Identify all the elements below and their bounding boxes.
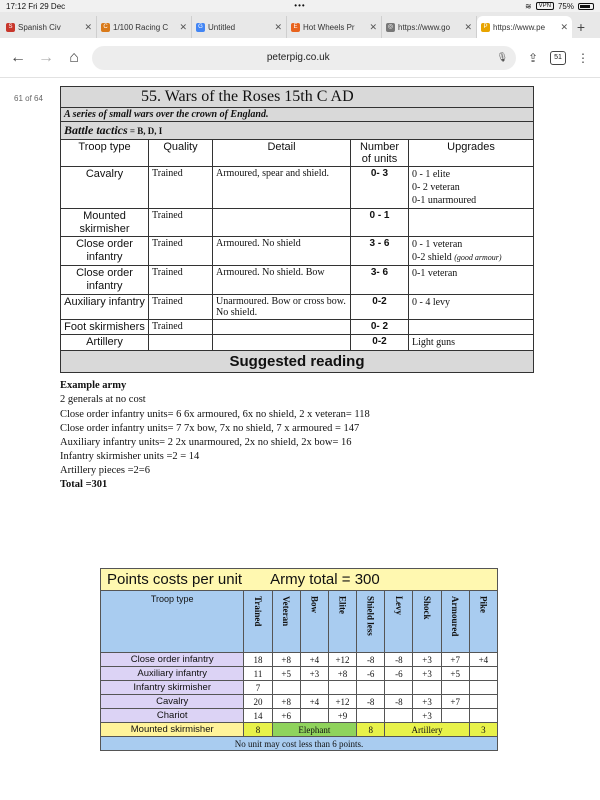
browser-tab-active[interactable]: [477, 16, 572, 38]
upgrade-item: Light guns: [412, 337, 456, 349]
cost-cell: -8: [385, 695, 413, 709]
header-troop-type: Troop type: [61, 140, 149, 167]
column-header: Shock: [422, 596, 433, 620]
cost-cell: +12: [328, 653, 356, 667]
cost-cell: [300, 709, 328, 723]
tab-favicon-icon: C: [101, 23, 110, 32]
back-arrow-icon[interactable]: ←: [10, 48, 26, 66]
example-line: Artillery pieces =2=6: [60, 465, 150, 477]
column-header: Shield less: [365, 596, 376, 636]
close-icon[interactable]: ✕: [560, 21, 568, 32]
battle-tactics: [61, 122, 534, 140]
detail: [213, 209, 351, 237]
number-of-units: 0-2: [351, 335, 409, 351]
column-header: Veteran: [281, 596, 292, 627]
close-icon[interactable]: ✕: [274, 21, 282, 32]
table-row: [101, 695, 498, 709]
quality: Trained: [149, 319, 213, 335]
cost-cell: +4: [300, 695, 328, 709]
browser-tab[interactable]: [97, 16, 192, 38]
tab-title: Untitled: [208, 22, 236, 32]
tab-favicon-icon: ◎: [387, 23, 394, 30]
browser-tab[interactable]: [287, 16, 382, 38]
row-name: Cavalry: [101, 695, 244, 709]
cost-cell: [469, 709, 497, 723]
quality: Trained: [149, 294, 213, 319]
row-name: Close order infantry: [101, 653, 244, 667]
cost-cell: +3: [413, 667, 441, 681]
battle-tactics-value: = B, D, I: [127, 126, 163, 136]
sheet-title: 55. Wars of the Roses 15th C AD: [61, 87, 534, 108]
cost-cell: 20: [244, 695, 272, 709]
troop-type: Auxiliary infantry: [61, 294, 149, 319]
close-icon[interactable]: ✕: [369, 21, 377, 32]
cost-cell: +3: [413, 653, 441, 667]
example-line: Close order infantry units= 7 7x bow, 7x no shield, 7 x armoured = 147: [60, 422, 360, 434]
wifi-icon: ≋: [524, 1, 532, 11]
cost-cell: [385, 709, 413, 723]
battle-tactics-label: Battle tactics: [64, 123, 128, 137]
new-tab-button[interactable]: +: [576, 19, 586, 35]
battery-percent: 75%: [557, 1, 574, 11]
upgrade-item: 0-1 veteran: [412, 268, 458, 280]
column-header: Levy: [393, 596, 404, 615]
sheet-subtitle: A series of small wars over the crown of England.: [61, 108, 534, 122]
quality: [149, 335, 213, 351]
column-header: Trained: [253, 596, 263, 627]
forward-arrow-icon[interactable]: →: [38, 48, 54, 66]
cost-cell: [357, 681, 385, 695]
example-line: Auxiliary infantry units= 2 2x unarmoured, 2x no shield, 2x bow= 16: [60, 436, 352, 448]
address-bar[interactable]: [92, 46, 516, 70]
cost-cell: -8: [357, 695, 385, 709]
table-row: [61, 335, 534, 351]
browser-tab[interactable]: [382, 16, 477, 38]
troop-type: Cavalry: [61, 167, 149, 209]
cost-cell: [357, 709, 385, 723]
page-indicator: 61 of 64: [14, 94, 43, 103]
upgrades: [409, 319, 534, 335]
detail: Armoured. No shield. Bow: [213, 266, 351, 294]
troop-type: Artillery: [61, 335, 149, 351]
tab-title: Spanish Civ: [18, 22, 61, 32]
row-name: Auxiliary infantry: [101, 667, 244, 681]
example-line: Close order infantry units= 6 6x armoured, 6x no shield, 2 x veteran= 118: [60, 408, 370, 420]
tab-count-button[interactable]: 51: [550, 51, 566, 65]
column-header: Pike: [478, 596, 489, 613]
example-line: 2 generals at no cost: [60, 394, 146, 406]
tab-title: 1/100 Racing C: [113, 22, 169, 32]
table-row: [101, 723, 498, 737]
cost-cell: +4: [300, 653, 328, 667]
cost-cell: [469, 667, 497, 681]
tab-favicon-icon: G: [196, 23, 205, 32]
points-costs-panel: [100, 568, 498, 751]
cost-cell: +5: [441, 667, 469, 681]
tab-favicon-icon: P: [481, 23, 490, 32]
cost-cell: +5: [272, 667, 300, 681]
cost-cell: -6: [357, 667, 385, 681]
points-costs-table: [100, 568, 498, 751]
header-quality: Quality: [149, 140, 213, 167]
elephant-cost: 8: [357, 723, 385, 737]
browser-tab[interactable]: [2, 16, 97, 38]
cost-cell: [469, 695, 497, 709]
detail: Unarmoured. Bow or cross bow. No shield.: [213, 294, 351, 319]
header-detail: Detail: [213, 140, 351, 167]
tab-favicon-icon: E: [291, 23, 300, 32]
table-row: [61, 167, 534, 209]
header-upgrades: Upgrades: [409, 140, 534, 167]
number-of-units: 0- 3: [351, 167, 409, 209]
table-row: [101, 709, 498, 723]
artillery-cost: 3: [469, 723, 497, 737]
artillery-label: Artillery: [385, 723, 470, 737]
browser-tab[interactable]: [192, 16, 287, 38]
close-icon[interactable]: ✕: [84, 21, 92, 32]
upgrade-item-text: 0-2 shield: [412, 252, 452, 264]
cost-cell: 7: [244, 681, 272, 695]
cost-cell: [441, 709, 469, 723]
cost-cell: 11: [244, 667, 272, 681]
example-total: Total =301: [60, 479, 108, 491]
upgrades: [409, 209, 534, 237]
cost-cell: [272, 681, 300, 695]
number-of-units: 0 - 1: [351, 209, 409, 237]
cost-cell: +9: [328, 709, 356, 723]
status-bar: [0, 0, 600, 12]
table-row: [101, 667, 498, 681]
points-footnote: No unit may cost less than 6 points.: [101, 737, 498, 751]
upgrade-note: (good armour): [454, 253, 502, 263]
close-icon[interactable]: ✕: [179, 21, 187, 32]
pdf-viewer[interactable]: [0, 78, 600, 800]
troop-type: Foot skirmishers: [61, 319, 149, 335]
column-header: Bow: [309, 596, 320, 614]
cost-cell: +12: [328, 695, 356, 709]
column-header: Armoured: [450, 596, 461, 637]
detail: Armoured. No shield: [213, 237, 351, 266]
cost-cell: -8: [385, 653, 413, 667]
tab-title: https://www.pe: [493, 22, 546, 32]
upgrade-item: 0 - 4 levy: [412, 296, 451, 308]
table-row: [61, 237, 534, 266]
detail: [213, 335, 351, 351]
multitasking-dots[interactable]: •••: [294, 1, 306, 10]
tab-title: Hot Wheels Pr: [303, 22, 355, 32]
example-army-title: Example army: [60, 380, 127, 392]
upgrades: [409, 167, 534, 209]
cost-cell: [385, 681, 413, 695]
cost-cell: +8: [328, 667, 356, 681]
tab-strip: [0, 12, 600, 38]
more-menu-icon[interactable]: ⋮: [577, 50, 589, 65]
header-troop-type: Troop type: [101, 591, 244, 653]
cost-cell: [469, 681, 497, 695]
cost-cell: +8: [272, 695, 300, 709]
row-name: Infantry skirmisher: [101, 681, 244, 695]
troop-type: Mounted skirmisher: [61, 209, 149, 237]
table-row: [101, 653, 498, 667]
cost-cell: [300, 681, 328, 695]
number-of-units: 3 - 6: [351, 237, 409, 266]
points-title-cell: [101, 569, 498, 591]
quality: Trained: [149, 167, 213, 209]
microphone-icon[interactable]: 🎙: [496, 52, 508, 62]
home-icon[interactable]: ⌂: [69, 48, 79, 66]
tab-title: https://www.go: [398, 22, 451, 32]
upgrade-item: [412, 251, 530, 264]
row-name: Chariot: [101, 709, 244, 723]
battery-icon: [578, 3, 594, 10]
vpn-badge: VPN: [536, 2, 554, 10]
cost-cell: +4: [469, 653, 497, 667]
cost-cell: -8: [357, 653, 385, 667]
elephant-label: Elephant: [272, 723, 357, 737]
number-of-units: 0-2: [351, 294, 409, 319]
army-total: Army total = 300: [270, 571, 380, 588]
cost-cell: [328, 681, 356, 695]
upgrade-item: 0-1 unarmoured: [412, 195, 477, 206]
table-row: [61, 209, 534, 237]
cost-cell: +8: [272, 653, 300, 667]
cost-cell: +3: [413, 695, 441, 709]
army-list-table: [60, 86, 534, 373]
number-of-units: 0- 2: [351, 319, 409, 335]
column-header: Elite: [337, 596, 348, 614]
quality: Trained: [149, 266, 213, 294]
upgrades: [409, 237, 534, 266]
cost-cell: -6: [385, 667, 413, 681]
cost-cell: 18: [244, 653, 272, 667]
example-army: [60, 379, 534, 492]
url-text[interactable]: peterpig.co.uk: [266, 52, 330, 63]
suggested-reading-heading: Suggested reading: [61, 351, 534, 373]
cost-cell: +3: [413, 709, 441, 723]
cost-cell: [413, 681, 441, 695]
table-row: [61, 294, 534, 319]
table-row: [61, 319, 534, 335]
upgrade-item: 0- 2 veteran: [412, 182, 460, 193]
status-time-date: 17:12 Fri 29 Dec: [6, 1, 66, 11]
cost-cell: +7: [441, 695, 469, 709]
points-title: Points costs per unit: [107, 571, 243, 588]
table-row: [61, 266, 534, 294]
upgrades: [409, 335, 534, 351]
cost-cell: 8: [244, 723, 272, 737]
cost-cell: +3: [300, 667, 328, 681]
browser-toolbar: [0, 38, 600, 78]
quality: Trained: [149, 209, 213, 237]
upgrades: [409, 266, 534, 294]
detail: Armoured, spear and shield.: [213, 167, 351, 209]
header-number: Number of units: [351, 140, 409, 167]
upgrade-item: 0 - 1 elite: [412, 169, 451, 180]
cost-cell: +6: [272, 709, 300, 723]
row-name: Mounted skirmisher: [101, 723, 244, 737]
troop-type: Close order infantry: [61, 237, 149, 266]
cost-cell: [441, 681, 469, 695]
upgrade-item: 0 - 1 veteran: [412, 239, 463, 251]
share-icon[interactable]: ⇪: [527, 50, 539, 65]
number-of-units: 3- 6: [351, 266, 409, 294]
cost-cell: +7: [441, 653, 469, 667]
close-icon[interactable]: ✕: [464, 21, 472, 32]
table-row: [101, 681, 498, 695]
upgrades: [409, 294, 534, 319]
tab-favicon-icon: S: [6, 23, 15, 32]
pdf-page: [60, 86, 534, 493]
troop-type: Close order infantry: [61, 266, 149, 294]
example-line: Infantry skirmisher units =2 = 14: [60, 451, 200, 463]
cost-cell: 14: [244, 709, 272, 723]
detail: [213, 319, 351, 335]
quality: Trained: [149, 237, 213, 266]
